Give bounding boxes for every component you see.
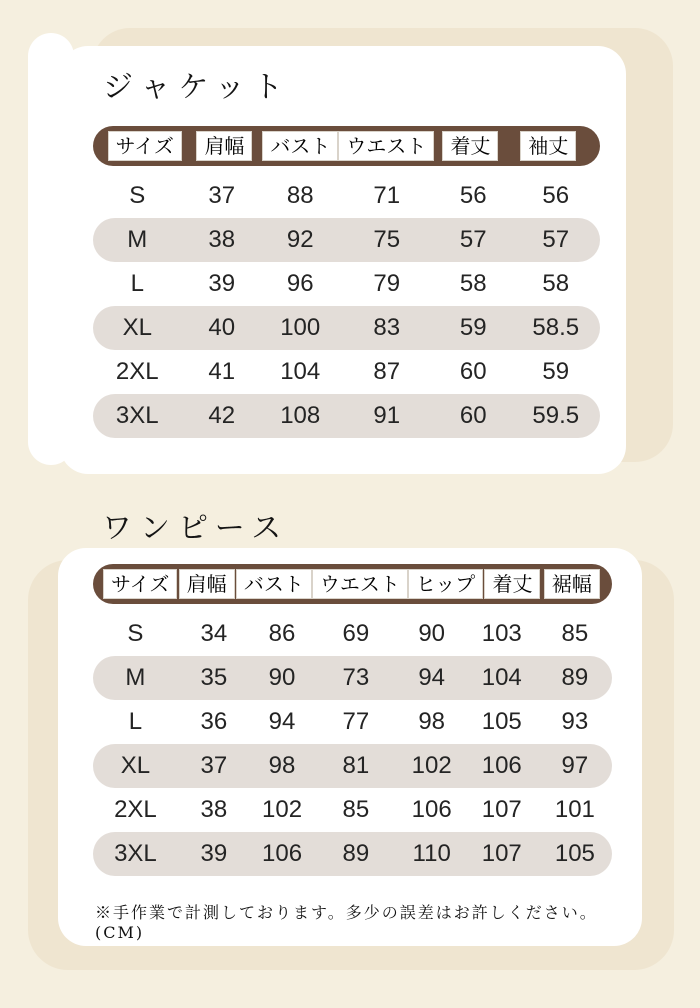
table-cell: 106	[481, 752, 522, 779]
table-cell: 89	[561, 664, 589, 691]
table-cell: 39	[200, 840, 228, 867]
table-cell: 100	[280, 314, 321, 341]
table-cell: 38	[200, 796, 228, 823]
table-cell: 86	[268, 620, 296, 647]
table-cell: M	[127, 226, 148, 253]
table-cell: 106	[262, 840, 303, 867]
table-cell: 3XL	[114, 840, 157, 867]
table-cell: 96	[286, 270, 314, 297]
table-cell: 90	[418, 620, 446, 647]
table-cell: 69	[342, 620, 370, 647]
column-header-chip: ウエスト	[312, 569, 408, 599]
jacket-table-header	[93, 126, 600, 166]
table-cell: 42	[208, 402, 236, 429]
jacket-size-card	[60, 46, 626, 474]
table-cell: 60	[459, 358, 487, 385]
table-cell: 34	[200, 620, 228, 647]
size-row-M	[93, 218, 600, 262]
table-cell: 91	[373, 402, 401, 429]
table-cell: 56	[542, 182, 570, 209]
table-cell: 85	[342, 796, 370, 823]
table-cell: 58	[459, 270, 487, 297]
dress-title: ワンピース	[102, 511, 290, 546]
table-cell: 89	[342, 840, 370, 867]
size-row-S	[93, 612, 612, 656]
table-cell: 102	[262, 796, 303, 823]
table-cell: 93	[561, 708, 589, 735]
table-cell: 98	[418, 708, 446, 735]
table-cell: L	[128, 708, 143, 735]
table-cell: 92	[286, 226, 314, 253]
column-header-chip: 裾幅	[544, 569, 600, 599]
table-cell: 73	[342, 664, 370, 691]
table-cell: 39	[208, 270, 236, 297]
table-cell: 107	[481, 840, 522, 867]
column-header-chip: 袖丈	[520, 131, 576, 161]
column-header-chip: サイズ	[108, 131, 182, 161]
table-cell: 97	[561, 752, 589, 779]
table-cell: 83	[373, 314, 401, 341]
table-cell: 85	[561, 620, 589, 647]
size-row-2XL	[93, 350, 600, 394]
table-cell: 103	[481, 620, 522, 647]
table-cell: 90	[268, 664, 296, 691]
table-cell: L	[130, 270, 144, 297]
dress-table-header	[93, 564, 612, 604]
table-cell: 102	[411, 752, 452, 779]
table-cell: 57	[459, 226, 487, 253]
table-cell: 98	[268, 752, 296, 779]
table-cell: 59	[542, 358, 570, 385]
table-cell: 59	[459, 314, 487, 341]
table-cell: 58.5	[532, 314, 580, 341]
table-cell: 87	[373, 358, 401, 385]
table-cell: 59.5	[532, 402, 580, 429]
table-cell: M	[125, 664, 146, 691]
jacket-title: ジャケット	[103, 70, 291, 105]
column-header-chip: ヒップ	[408, 569, 483, 599]
table-cell: 56	[459, 182, 487, 209]
size-row-L	[93, 700, 612, 744]
column-header-chip: ウエスト	[338, 131, 434, 161]
table-cell: 58	[542, 270, 570, 297]
size-row-XL	[93, 306, 600, 350]
table-cell: 71	[373, 182, 401, 209]
dress-size-card	[58, 548, 642, 946]
table-cell: 106	[411, 796, 452, 823]
table-cell: 107	[481, 796, 522, 823]
size-row-3XL	[93, 832, 612, 876]
measurement-note: ※手作業で計測しております。多少の誤差はお許しください。(CM)	[95, 903, 598, 942]
table-cell: S	[127, 620, 144, 647]
size-row-3XL	[93, 394, 600, 438]
dress-table-body	[93, 612, 612, 876]
table-cell: 94	[418, 664, 446, 691]
table-cell: 41	[208, 358, 236, 385]
table-cell: 37	[200, 752, 228, 779]
table-cell: 75	[373, 226, 401, 253]
size-row-2XL	[93, 788, 612, 832]
table-cell: 36	[200, 708, 228, 735]
table-cell: XL	[120, 752, 151, 779]
table-cell: 38	[208, 226, 236, 253]
table-cell: 104	[481, 664, 522, 691]
table-cell: 35	[200, 664, 228, 691]
column-header-chip: 着丈	[442, 131, 498, 161]
table-cell: 40	[208, 314, 236, 341]
table-cell: 37	[208, 182, 236, 209]
table-cell: 105	[481, 708, 522, 735]
size-row-L	[93, 262, 600, 306]
column-header-chip: バスト	[262, 131, 338, 161]
column-header-chip: サイズ	[103, 569, 177, 599]
table-cell: 79	[373, 270, 401, 297]
jacket-table-body	[93, 174, 600, 438]
table-cell: 108	[280, 402, 321, 429]
column-header-chip: 肩幅	[179, 569, 235, 599]
table-cell: 60	[459, 402, 487, 429]
table-cell: 110	[412, 840, 451, 867]
table-cell: 88	[286, 182, 314, 209]
column-header-chip: バスト	[236, 569, 312, 599]
table-cell: 101	[554, 796, 595, 823]
table-cell: 57	[542, 226, 570, 253]
table-cell: 104	[280, 358, 321, 385]
table-cell: 3XL	[115, 402, 159, 429]
table-cell: 81	[342, 752, 370, 779]
table-cell: S	[129, 182, 146, 209]
size-row-M	[93, 656, 612, 700]
table-cell: 2XL	[115, 358, 159, 385]
size-row-XL	[93, 744, 612, 788]
table-cell: 77	[342, 708, 370, 735]
table-cell: XL	[122, 314, 152, 341]
table-cell: 2XL	[114, 796, 157, 823]
size-row-S	[93, 174, 600, 218]
table-cell: 105	[554, 840, 595, 867]
column-header-chip: 肩幅	[196, 131, 252, 161]
column-header-chip: 着丈	[484, 569, 540, 599]
table-cell: 94	[268, 708, 296, 735]
